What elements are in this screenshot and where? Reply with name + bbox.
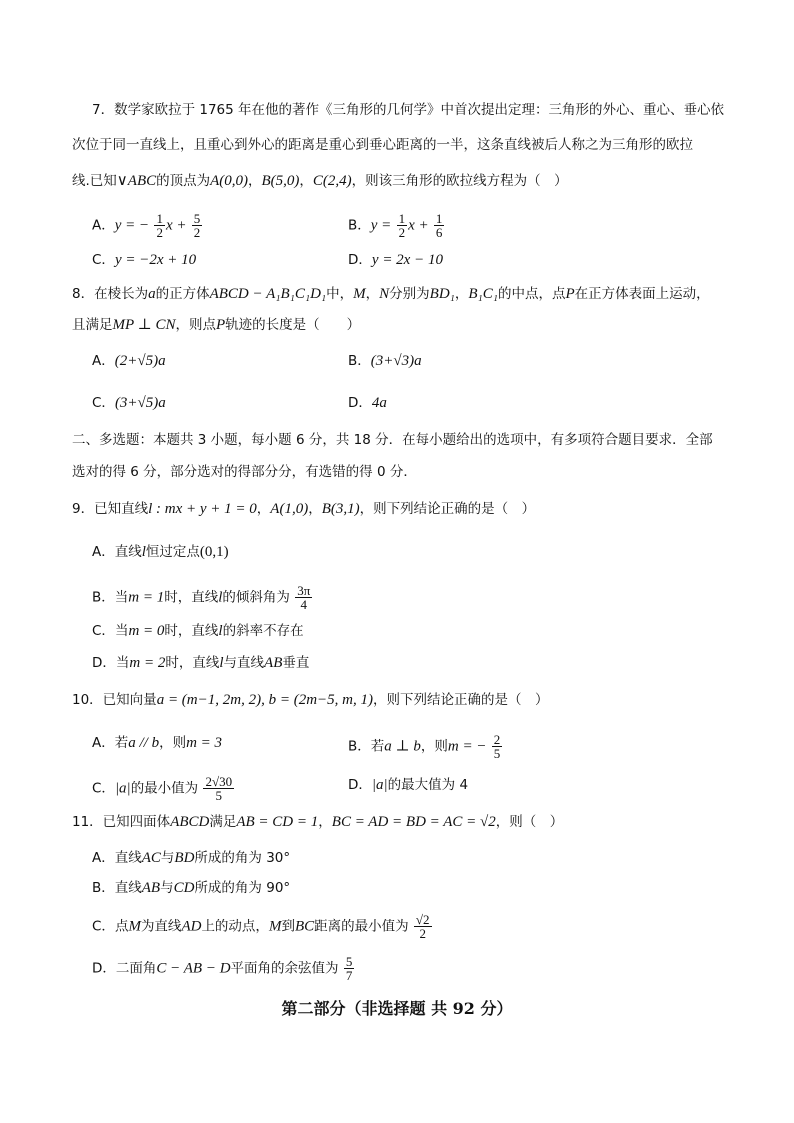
q9-option-d: D．当m = 2时，直线l与直线AB垂直 [92, 655, 310, 671]
q8-option-c: C．(3+√5)a [92, 395, 166, 411]
q7-option-a: A．y = − $\frac{1}{2}$ x + $\frac{5}{2}$ [92, 211, 201, 240]
q8-option-a: A．(2+√5)a [92, 353, 166, 369]
q11-option-a: A．直线AC与BD所成的角为 30° [92, 850, 291, 866]
q10-option-a: A．若a // b，则m = 3 [92, 735, 223, 751]
q9-option-a: A．直线l恒过定点(0,1) [92, 544, 229, 560]
q9-option-c: C．当m = 0时，直线l的斜率不存在 [92, 623, 304, 639]
q7-stem-line2: 次位于同一直线上，且重心到外心的距离是重心到垂心距离的一半，这条直线被后人称之为三角形的欧拉 [72, 137, 693, 153]
q11-stem: 11．已知四面体ABCD满足AB = CD = 1，BC = AD = BD = AC = √2，则（ ） [72, 814, 564, 830]
section2-intro-line1: 二、多选题：本题共 3 小题，每小题 6 分，共 18 分．在每小题给出的选项中，有多项符合题目要求．全部 [72, 432, 713, 448]
q7-stem-line3: 线.已知∨ABC的顶点为A(0,0)，B(5,0)，C(2,4)，则该三角形的欧拉线方程为（ ） [72, 173, 568, 189]
q11-option-c: C．点M为直线AD上的动点，M到BC距离的最小值为 $\frac{√2}{2}$ [92, 912, 430, 941]
q9-stem: 9．已知直线l : mx + y + 1 = 0，A(1,0)，B(3,1)，则下列结论正确的是（ ） [72, 501, 536, 517]
q11-option-b: B．直线AB与CD所成的角为 90° [92, 880, 291, 896]
q11-option-d: D．二面角C − AB − D平面角的余弦值为 $\frac{5}{7}$ [92, 954, 353, 983]
q7-option-c: C．y = −2x + 10 [92, 252, 197, 268]
q7-option-b: B．y = $\frac{1}{2}$ x + $\frac{1}{6}$ [348, 211, 443, 240]
q10-stem: 10．已知向量a = (m−1, 2m, 2), b = (2m−5, m, 1)，则下列结论正确的是（ ） [72, 692, 549, 708]
q10-option-b: B．若a ⊥ b，则m = − $\frac{2}{5}$ [348, 732, 501, 761]
q8-stem-line1: 8．在棱长为a的正方体ABCD − A₁B₁C₁D₁中，M，N分别为BD₁，B₁C₁的中点，点P在正方体表面上运动， [72, 286, 710, 302]
q7-stem-line1: 7．数学家欧拉于 1765 年在他的著作《三角形的几何学》中首次提出定理：三角形的外心、重心、垂心依 [92, 102, 725, 118]
section2-intro-line2: 选对的得 6 分，部分选对的得部分分，有选错的得 0 分． [72, 464, 417, 480]
q10-option-d: D．|a|的最大值为 4 [348, 777, 469, 793]
q8-option-b: B．(3+√3)a [348, 353, 422, 369]
q9-option-b: B．当m = 1时，直线l的倾斜角为 $\frac{3\pi}{4}$ [92, 583, 311, 612]
q8-option-d: D．4a [348, 395, 387, 411]
q7-option-d: D．y = 2x − 10 [348, 252, 443, 268]
q10-option-c: C．|a|的最小值为 $\frac{2√30}{5}$ [92, 774, 233, 803]
part2-title: 第二部分（非选择题 共 92 分） [281, 999, 513, 1018]
q8-stem-line2: 且满足MP ⊥ CN，则点P轨迹的长度是（ ） [72, 317, 361, 333]
